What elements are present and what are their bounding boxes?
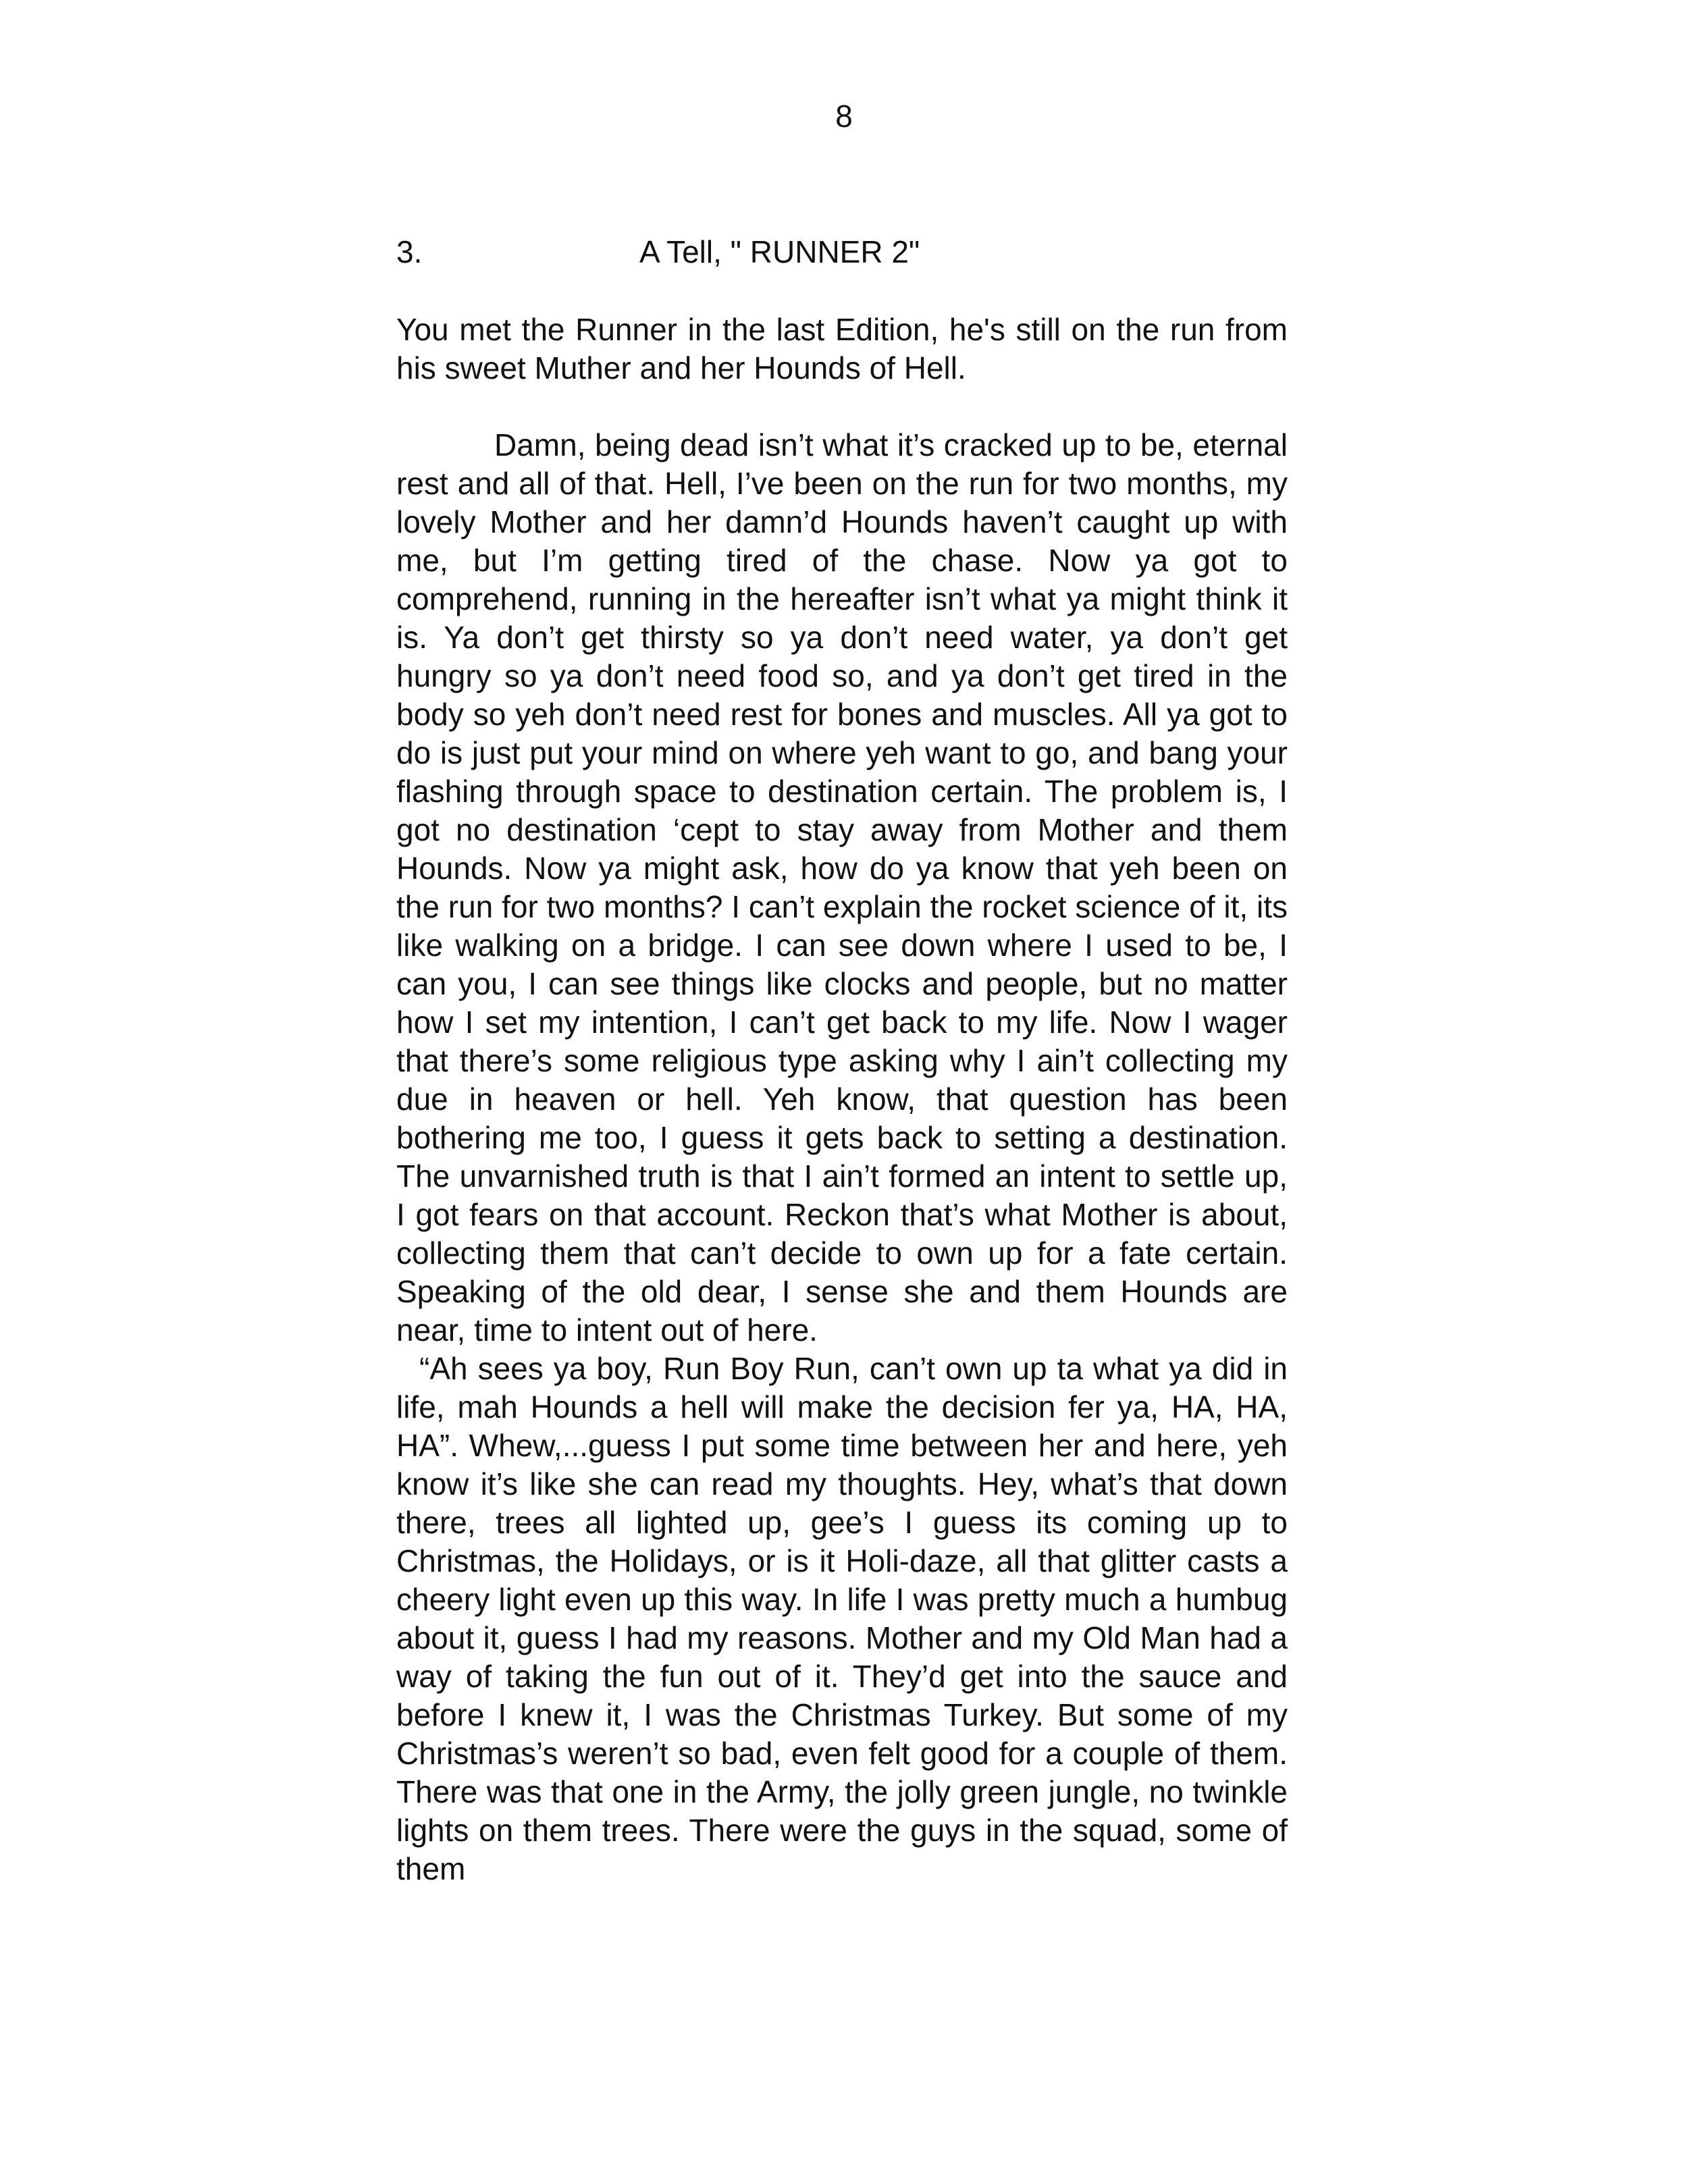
body-paragraph: “Ah sees ya boy, Run Boy Run, can’t own up ta what ya did in life, mah Hounds a hell will make the decision fer ya, HA, HA, HA”. Whew,...guess I put some time between her and here, yeh know it’s like she can read my thoughts. Hey, what’s that down there, trees all lighted up, gee’s I guess its coming up to Christmas, the Holidays, or is it Holi-daze, all that glitter casts a cheery light even up this way. In life I was pretty much a humbug about it, guess I had my reasons. Mother and my Old Man had a way of taking the fun out of it. They’d get into the sauce and before I knew it, I was the Christmas Turkey. But some of my Christmas’s weren’t so bad, even felt good for a couple of them. There was that one in the Army, the jolly green jungle, no twinkle lights on them trees. There were the guys in the squad, some of them bbox=[396, 1351, 1288, 1886]
chapter-title: A Tell, " RUNNER 2" bbox=[639, 234, 920, 269]
story-body bbox=[396, 311, 1288, 1888]
body-paragraph: Damn, being dead isn’t what it’s cracked up to be, eternal rest and all of that. Hell, I’ve been on the run for two months, my lovely Mother and her damn’d Hounds haven’t caught up with me, but I’m getting tired of the chase. Now ya got to comprehend, running in the hereafter isn’t what ya might think it is. Ya don’t get thirsty so ya don’t need water, ya don’t get hungry so ya don’t need food so, and ya don’t get tired in the body so yeh don’t need rest for bones and muscles. All ya got to do is just put your mind on where yeh want to go, and bang your flashing through space to destination certain. The problem is, I got no destination ‘cept to stay away from Mother and them Hounds. Now ya might ask, how do ya know that yeh been on the run for two months? I can’t explain the rocket science of it, its like walking on a bridge. I can see down where I used to be, I can you, I can see things like clocks and people, but no matter how I set my intention, I can’t get back to my life. Now I wager that there’s some religious type asking why I ain’t collecting my due in heaven or hell. Yeh know, that question has been bothering me too, I guess it gets back to setting a destination. The unvarnished truth is that I ain’t formed an intent to settle up, I got fears on that account. Reckon that’s what Mother is about, collecting them that can’t decide to own up for a fate certain. Speaking of the old dear, I sense she and them Hounds are near, time to intent out of here. bbox=[396, 427, 1288, 1348]
intro-paragraph: You met the Runner in the last Edition, he's still on the run from his sweet Muther and her Hounds of Hell. bbox=[396, 312, 1288, 385]
chapter-number: 3. bbox=[396, 234, 423, 269]
chapter-heading bbox=[396, 232, 1294, 272]
page-number: 8 bbox=[835, 99, 853, 134]
